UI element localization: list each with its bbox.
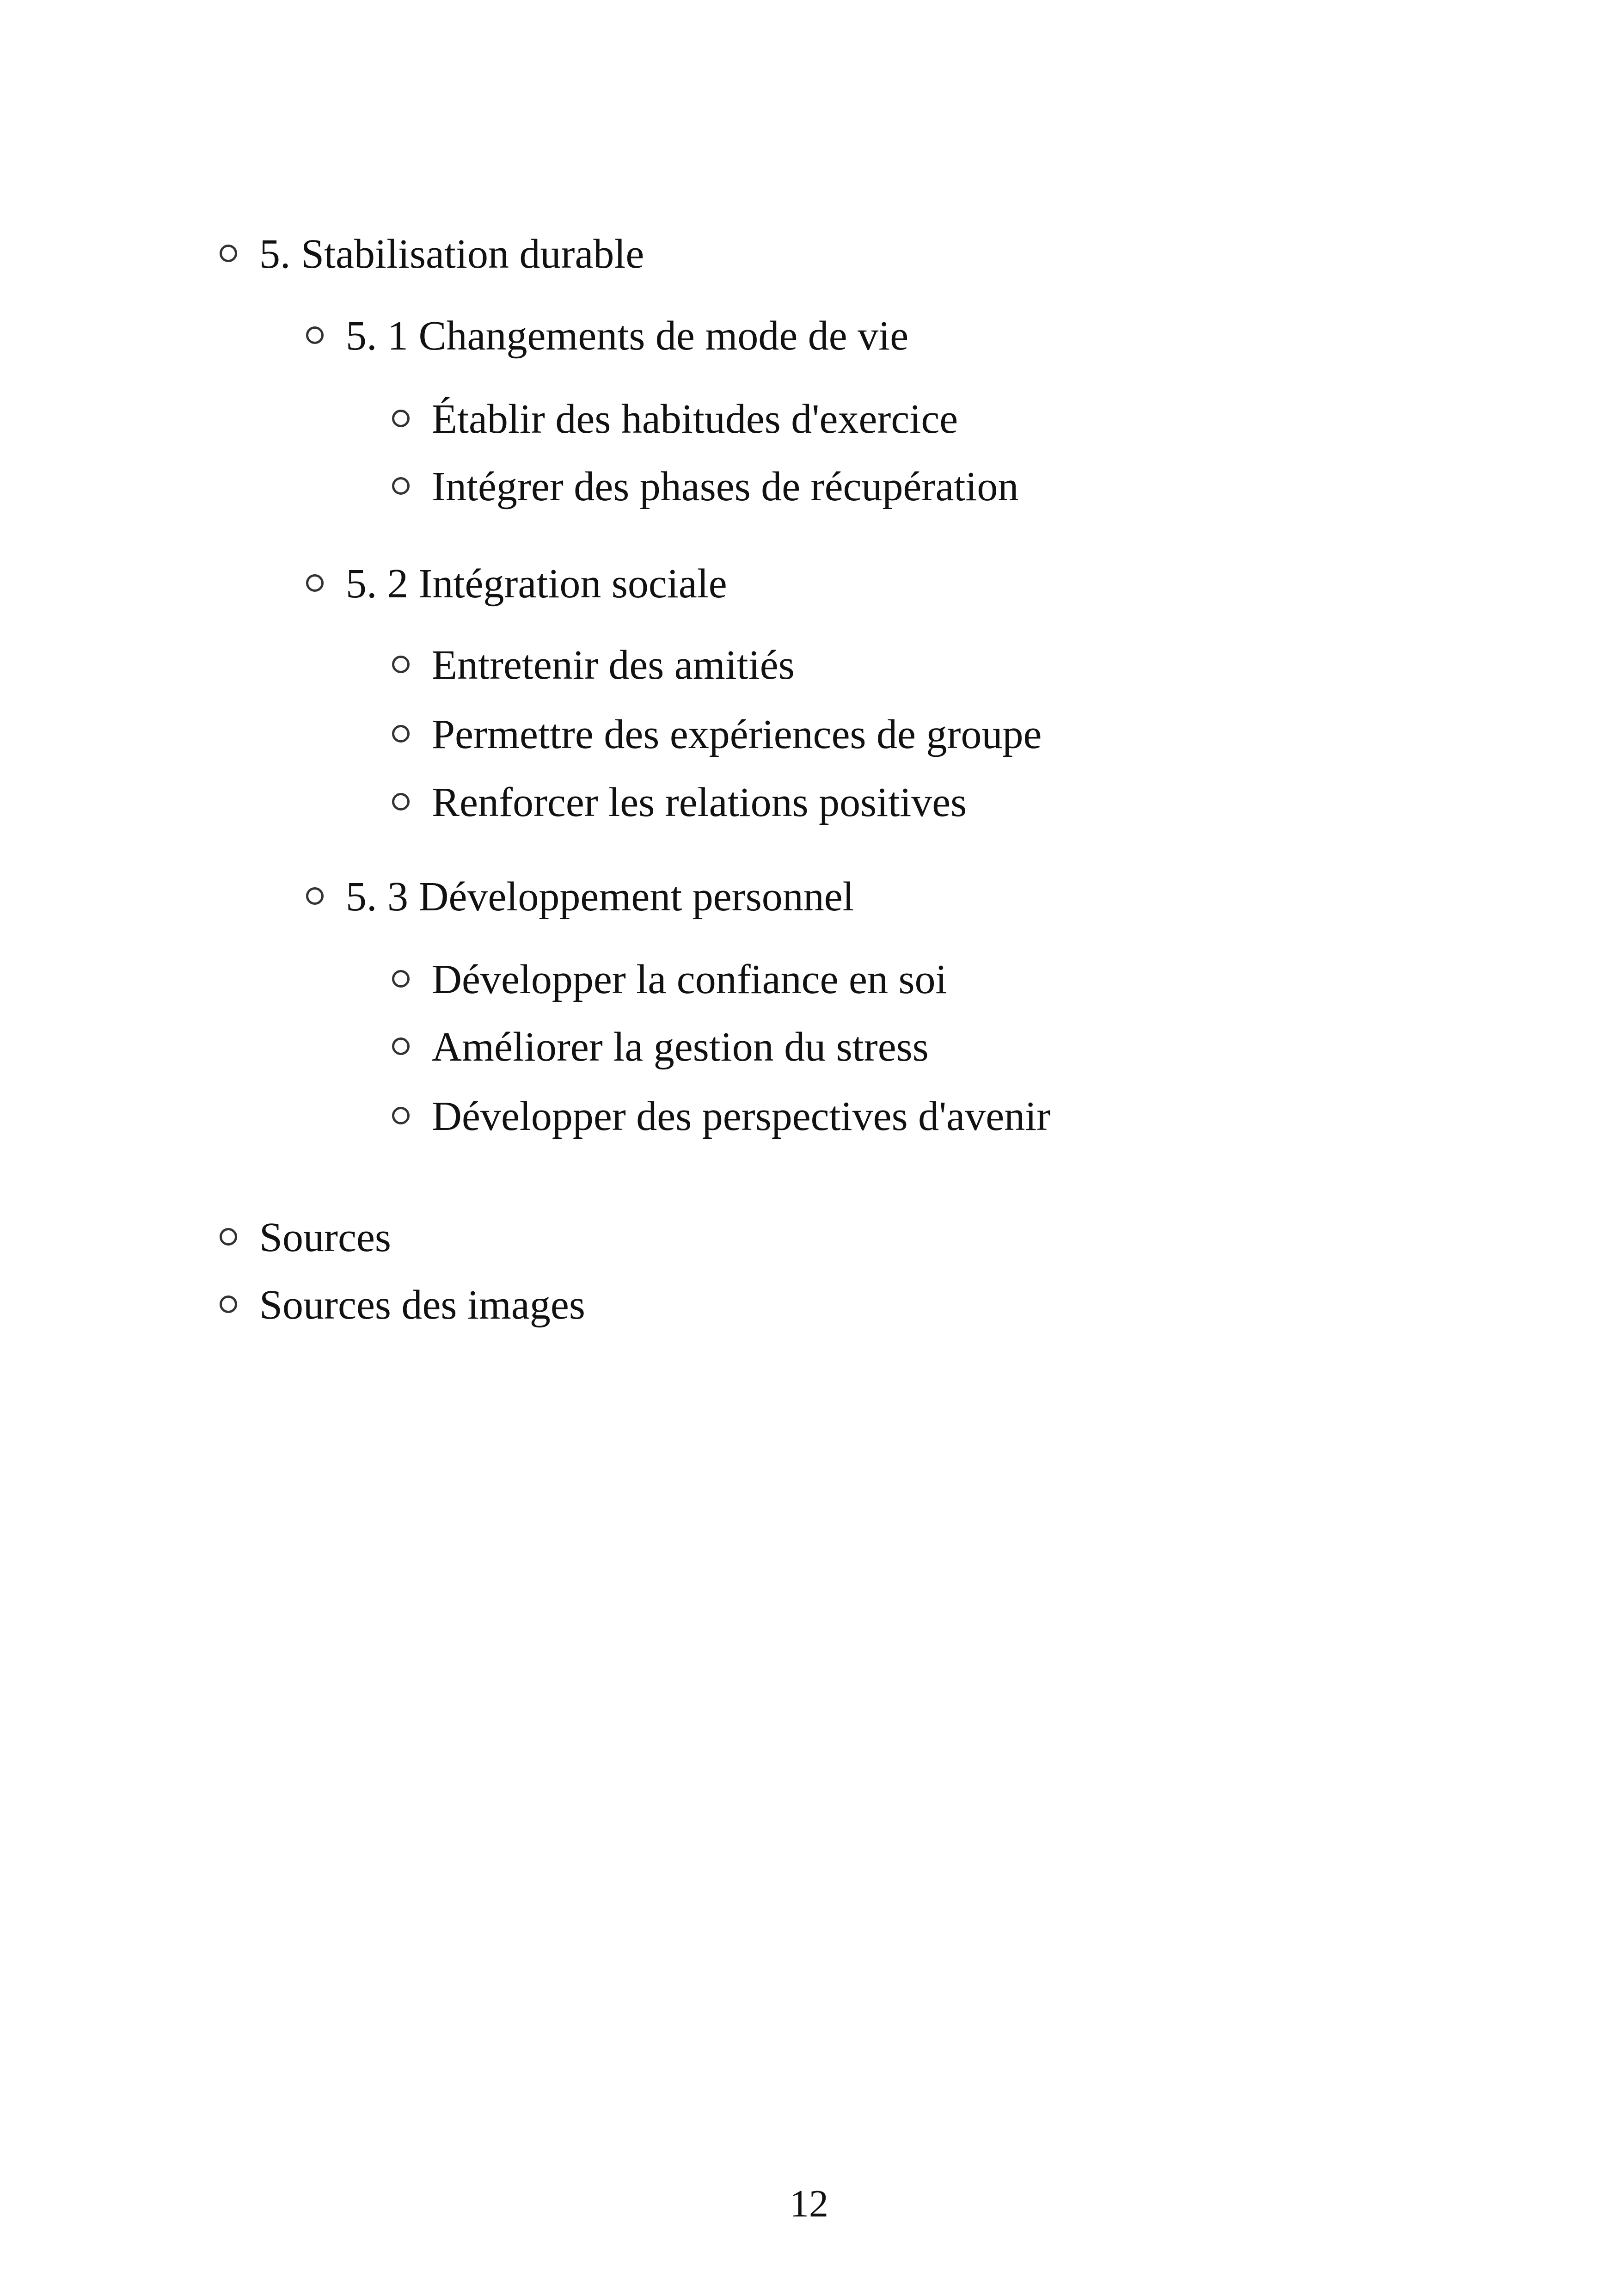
toc-item-changements-mode-de-vie[interactable] — [306, 315, 908, 357]
circle-bullet-icon — [392, 477, 410, 495]
toc-item-sources[interactable] — [220, 1217, 391, 1259]
toc-item-experiences-groupe[interactable] — [392, 714, 1042, 755]
circle-bullet-icon — [392, 793, 410, 810]
toc-item-label: Permettre des expériences de groupe — [432, 712, 1042, 757]
toc-item-perspectives-avenir[interactable] — [392, 1093, 1051, 1139]
toc-item-label: Sources des images — [259, 1282, 585, 1328]
circle-bullet-icon — [306, 326, 324, 344]
circle-bullet-icon — [392, 410, 410, 427]
page-number: 12 — [790, 2182, 828, 2225]
circle-bullet-icon — [306, 574, 324, 592]
toc-item-label: Renforcer les relations positives — [432, 780, 967, 825]
toc-item-label: Améliorer la gestion du stress — [432, 1024, 929, 1070]
circle-bullet-icon — [392, 725, 410, 743]
toc-item-stabilisation-durable[interactable] — [220, 233, 644, 275]
toc-item-label: 5. Stabilisation durable — [259, 231, 644, 277]
toc-item-label: 5. 1 Changements de mode de vie — [346, 313, 909, 359]
circle-bullet-icon — [392, 1037, 410, 1055]
circle-bullet-icon — [220, 1228, 237, 1246]
toc-item-label: 5. 3 Développement personnel — [346, 874, 854, 920]
toc-item-relations-positives[interactable] — [392, 782, 967, 823]
toc-item-sources-images[interactable] — [220, 1284, 585, 1326]
circle-bullet-icon — [392, 1107, 410, 1124]
toc-item-gestion-stress[interactable] — [392, 1026, 929, 1068]
circle-bullet-icon — [392, 970, 410, 988]
toc-item-label: 5. 2 Intégration sociale — [346, 561, 727, 607]
circle-bullet-icon — [306, 887, 324, 905]
toc-item-amities[interactable] — [392, 642, 795, 688]
toc-item-integration-sociale[interactable] — [306, 563, 727, 605]
toc-item-label: Sources — [259, 1215, 391, 1260]
toc-item-label: Développer la confiance en soi — [432, 957, 947, 1002]
circle-bullet-icon — [220, 1295, 237, 1313]
circle-bullet-icon — [220, 245, 237, 262]
circle-bullet-icon — [392, 656, 410, 673]
toc-item-habitudes-exercice[interactable] — [392, 396, 958, 442]
toc-item-label: Entretenir des amitiés — [432, 642, 795, 688]
toc-item-label: Établir des habitudes d'exercice — [432, 396, 958, 442]
toc-item-developpement-personnel[interactable] — [306, 876, 854, 918]
toc-item-phases-recuperation[interactable] — [392, 466, 1018, 508]
toc-item-label: Développer des perspectives d'avenir — [432, 1093, 1051, 1139]
toc-item-label: Intégrer des phases de récupération — [432, 464, 1019, 510]
toc-item-confiance-en-soi[interactable] — [392, 959, 947, 1001]
